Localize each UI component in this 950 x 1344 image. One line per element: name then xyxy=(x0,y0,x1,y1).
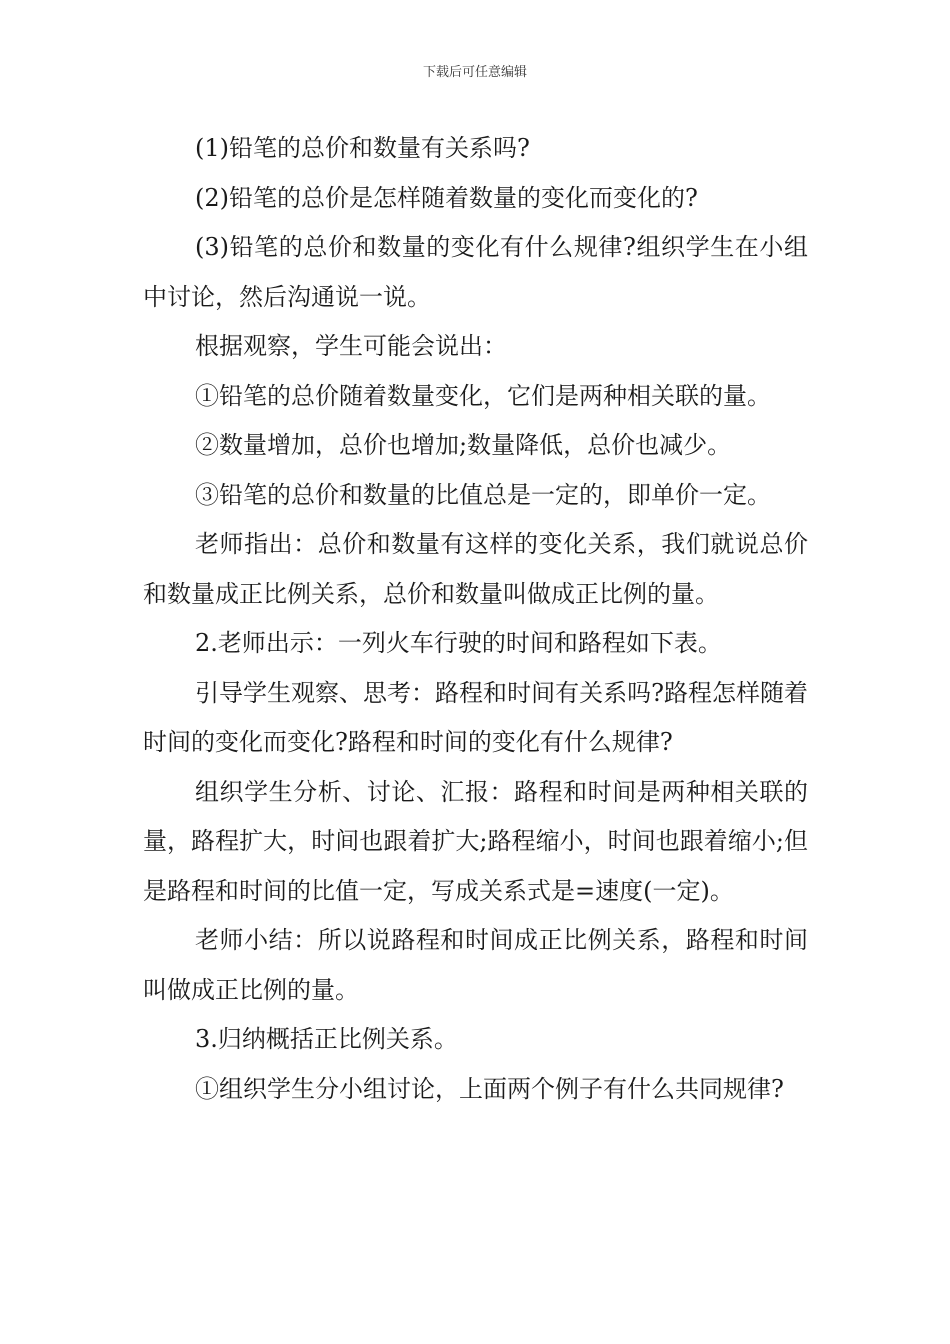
paragraph-5: ①铅笔的总价随着数量变化，它们是两种相关联的量。 xyxy=(195,381,771,410)
paragraph-9: 2.老师出示：一列火车行驶的时间和路程如下表。 xyxy=(195,629,722,657)
paragraph-3: (3)铅笔的总价和数量的变化有什么规律?组织学生在小组中讨论，然后沟通说一说。 xyxy=(143,233,808,311)
paragraph-4: 根据观察，学生可能会说出： xyxy=(195,332,507,360)
paragraph-1: (1)铅笔的总价和数量有关系吗? xyxy=(195,134,530,162)
paragraph-6: ②数量增加，总价也增加;数量降低，总价也减少。 xyxy=(195,431,732,459)
document-body xyxy=(143,124,808,1114)
paragraph-2: (2)铅笔的总价是怎样随着数量的变化而变化的? xyxy=(195,183,698,212)
paragraph-11: 组织学生分析、讨论、汇报：路程和时间是两种相关联的量，路程扩大，时间也跟着扩大;路程缩小，时间也跟着缩小;但是路程和时间的比值一定，写成关系式是=速度(一定)。 xyxy=(143,777,808,905)
paragraph-14: ①组织学生分小组讨论，上面两个例子有什么共同规律? xyxy=(195,1074,784,1103)
paragraph-10: 引导学生观察、思考：路程和时间有关系吗?路程怎样随着时间的变化而变化?路程和时间的变化有什么规律? xyxy=(143,678,808,756)
page-header: 下载后可任意编辑 xyxy=(422,65,527,80)
paragraph-13: 3.归纳概括正比例关系。 xyxy=(195,1025,458,1053)
paragraph-7: ③铅笔的总价和数量的比值总是一定的，即单价一定。 xyxy=(195,480,771,509)
paragraph-12: 老师小结：所以说路程和时间成正比例关系，路程和时间叫做成正比例的量。 xyxy=(143,926,808,1004)
paragraph-8: 老师指出：总价和数量有这样的变化关系，我们就说总价和数量成正比例关系，总价和数量叫做成正比例的量。 xyxy=(143,530,808,608)
